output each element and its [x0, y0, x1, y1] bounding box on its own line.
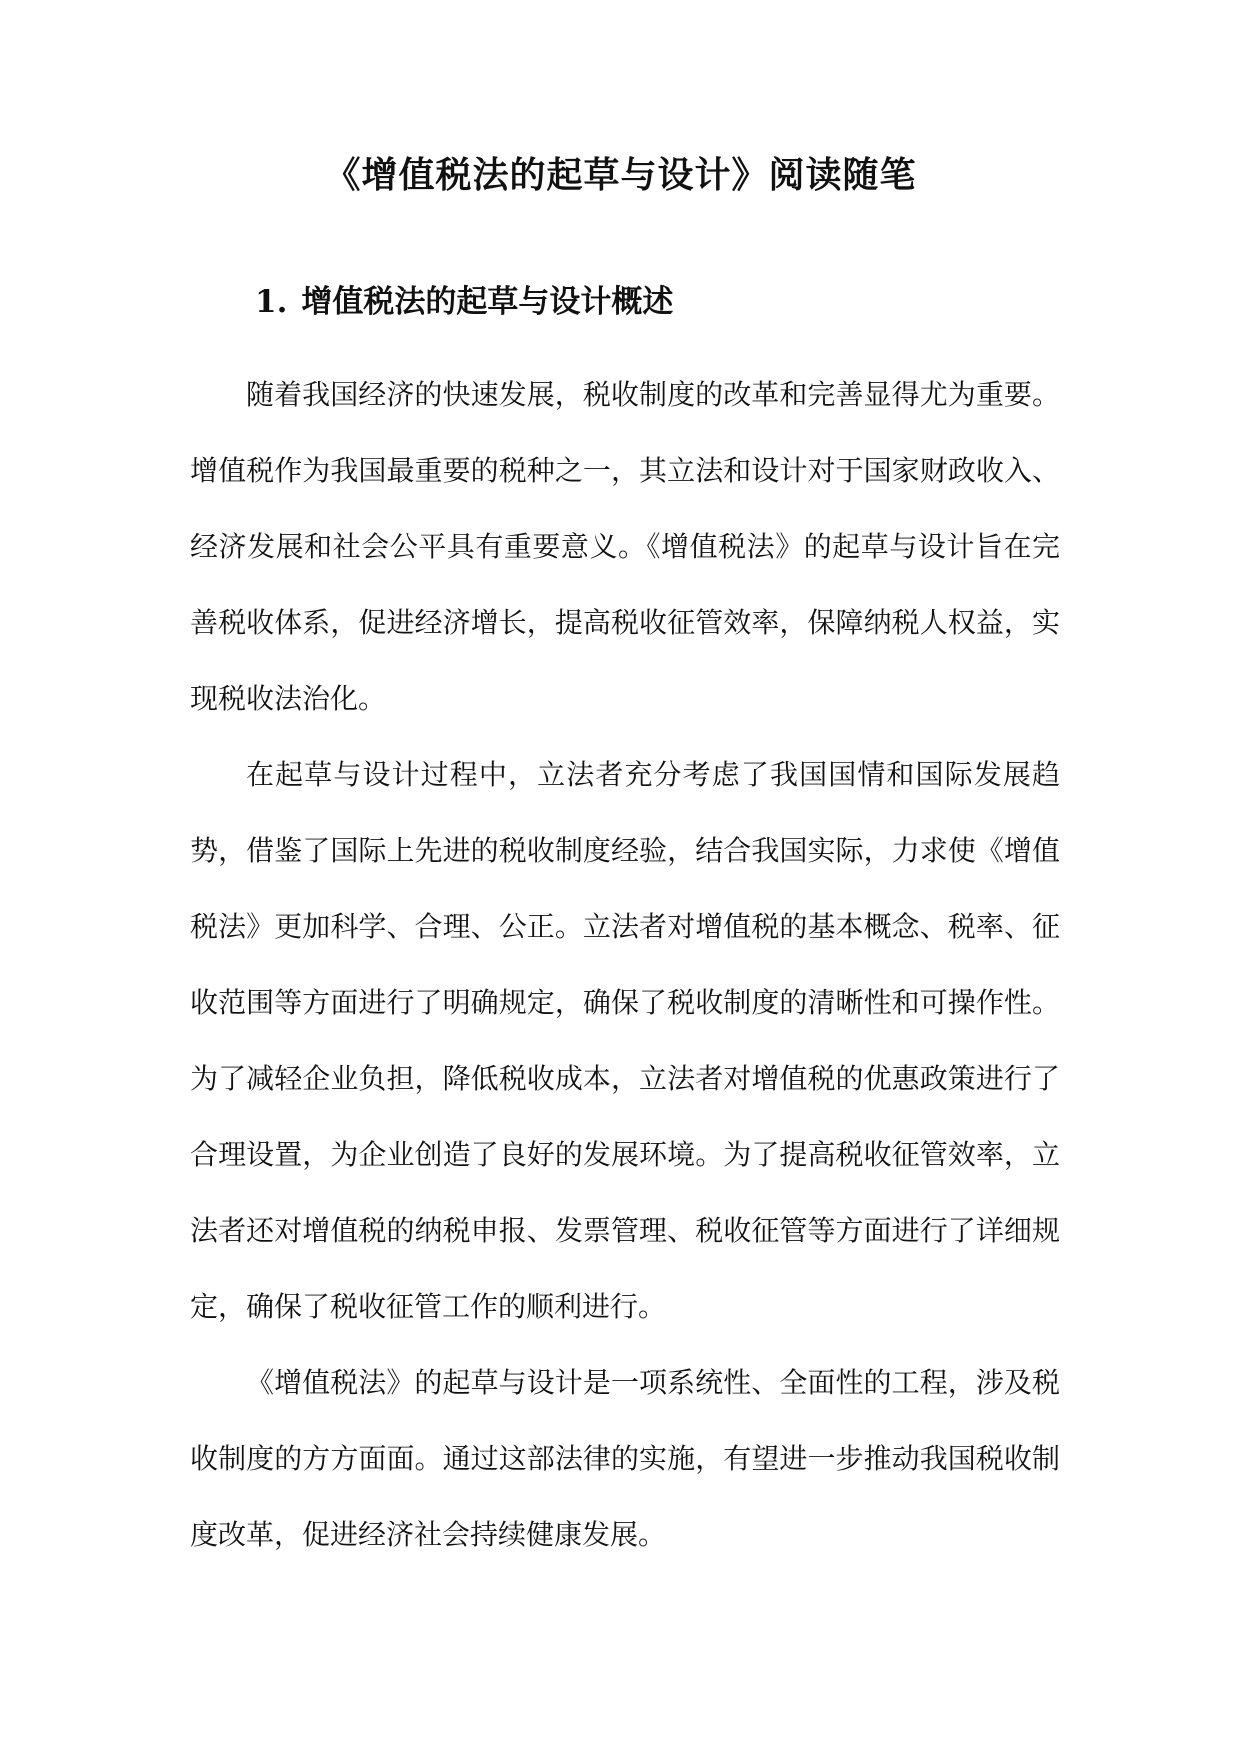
section-number: 1.: [255, 284, 288, 320]
section-heading-text: 增值税法的起草与设计概述: [301, 284, 674, 320]
body-text: [190, 357, 1060, 1573]
paragraph-1: 随着我国经济的快速发展，税收制度的改革和完善显得尤为重要。增值税作为我国最重要的税种之一，其立法和设计对于国家财政收入、经济发展和社会公平具有重要意义。《增值税法》的起草与设计旨在完善税收体系，促进经济增长，提高税收征管效率，保障纳税人权益，实现税收法治化。: [190, 378, 1060, 715]
paragraph-2: 在起草与设计过程中，立法者充分考虑了我国国情和国际发展趋势，借鉴了国际上先进的税收制度经验，结合我国实际，力求使《增值税法》更加科学、合理、公正。立法者对增值税的基本概念、税率、征收范围等方面进行了明确规定，确保了税收制度的清晰性和可操作性。为了减轻企业负担，降低税收成本，立法者对增值税的优惠政策进行了合理设置，为企业创造了良好的发展环境。为了提高税收征管效率，立法者还对增值税的纳税申报、发票管理、税收征管等方面进行了详细规定，确保了税收征管工作的顺利进行。: [190, 758, 1060, 1323]
section-heading: [255, 272, 673, 332]
document-title: 《增值税法的起草与设计》阅读随笔: [324, 154, 917, 196]
paragraph-3: 《增值税法》的起草与设计是一项系统性、全面性的工程，涉及税收制度的方方面面。通过这部法律的实施，有望进一步推动我国税收制度改革，促进经济社会持续健康发展。: [190, 1366, 1060, 1551]
